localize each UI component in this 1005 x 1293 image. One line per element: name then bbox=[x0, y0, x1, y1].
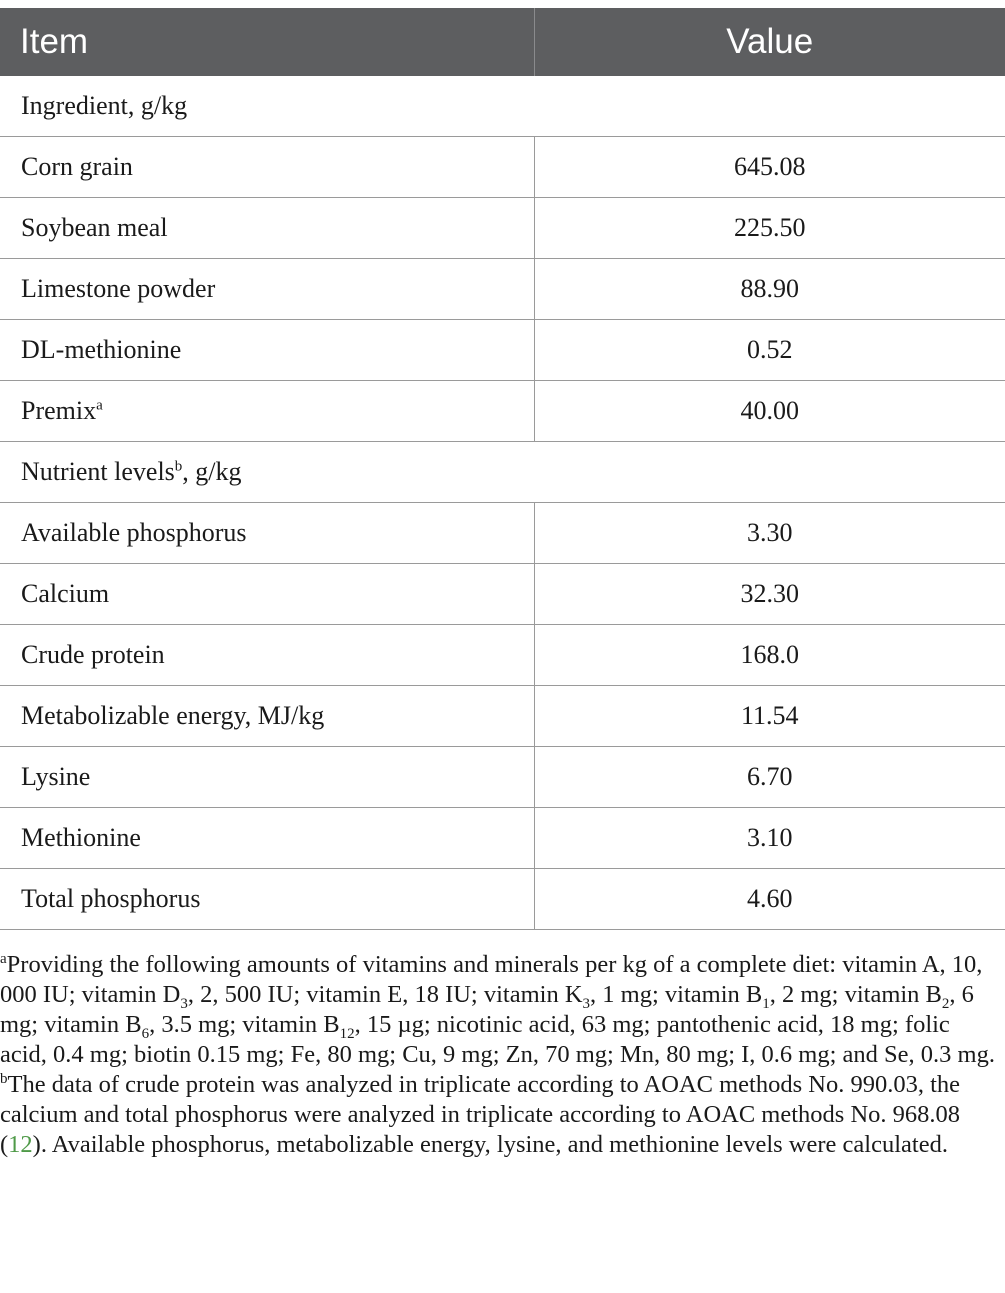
item-cell bbox=[0, 869, 534, 930]
table-row bbox=[0, 259, 1005, 320]
item-label: Soybean meal bbox=[21, 213, 168, 242]
value-cell: 6.70 bbox=[534, 747, 1005, 808]
item-cell bbox=[0, 259, 534, 320]
value-cell: 0.52 bbox=[534, 320, 1005, 381]
value-cell: 3.10 bbox=[534, 808, 1005, 869]
table-row bbox=[0, 320, 1005, 381]
section-row bbox=[0, 76, 1005, 137]
footnote-marker: a bbox=[96, 397, 103, 414]
section-label bbox=[0, 76, 1005, 137]
table-row bbox=[0, 564, 1005, 625]
subscript: 3 bbox=[582, 995, 591, 1012]
subscript: 12 bbox=[339, 1025, 355, 1042]
value-cell: 40.00 bbox=[534, 381, 1005, 442]
item-cell bbox=[0, 747, 534, 808]
value-cell: 168.0 bbox=[534, 625, 1005, 686]
table-row bbox=[0, 686, 1005, 747]
subscript: 6 bbox=[141, 1025, 150, 1042]
footnote-b bbox=[0, 1070, 1000, 1160]
item-cell bbox=[0, 808, 534, 869]
footnote-marker: b bbox=[174, 458, 183, 475]
value-cell: 11.54 bbox=[534, 686, 1005, 747]
column-header-value: Value bbox=[534, 8, 1005, 76]
item-label: Premix bbox=[21, 396, 97, 425]
item-label: DL-methionine bbox=[21, 335, 182, 364]
value-cell: 645.08 bbox=[534, 137, 1005, 198]
table-row bbox=[0, 503, 1005, 564]
item-label: Lysine bbox=[21, 762, 91, 791]
reference-link[interactable]: 12 bbox=[8, 1131, 33, 1158]
table-row bbox=[0, 381, 1005, 442]
item-cell bbox=[0, 564, 534, 625]
item-cell bbox=[0, 320, 534, 381]
value-cell: 3.30 bbox=[534, 503, 1005, 564]
section-label bbox=[0, 442, 1005, 503]
table-row bbox=[0, 625, 1005, 686]
table-footnotes bbox=[0, 950, 1000, 1160]
table-body bbox=[0, 76, 1005, 930]
item-cell bbox=[0, 137, 534, 198]
item-label: Corn grain bbox=[21, 152, 133, 181]
column-header-item: Item bbox=[0, 8, 534, 76]
item-cell bbox=[0, 686, 534, 747]
footnote-text: The data of crude protein was analyzed in triplicate according to AOAC methods No. 990.03, the calcium and total phosphorus were analyzed in triplicate according to AOAC methods No. 968.08 ( bbox=[0, 1071, 961, 1158]
item-cell bbox=[0, 625, 534, 686]
value-cell: 88.90 bbox=[534, 259, 1005, 320]
section-row bbox=[0, 442, 1005, 503]
table-row bbox=[0, 137, 1005, 198]
footnote-a bbox=[0, 950, 1000, 1070]
footnote-text: Providing the following amounts of vitamins and minerals per kg of a complete diet: vitamin A, 10, 000 IU; vitamin D bbox=[0, 951, 983, 1008]
value-cell: 225.50 bbox=[534, 198, 1005, 259]
section-label-text: Nutrient levels bbox=[21, 457, 175, 486]
diet-composition-table-wrapper bbox=[0, 8, 1005, 930]
footnote-text: , 2 mg; vitamin B bbox=[769, 981, 942, 1008]
value-cell: 4.60 bbox=[534, 869, 1005, 930]
footnote-text: , 3.5 mg; vitamin B bbox=[149, 1011, 340, 1038]
section-label-text: Ingredient, g/kg bbox=[21, 91, 188, 120]
item-label: Total phosphorus bbox=[21, 884, 201, 913]
footnote-text: , 6 mg; vitamin B bbox=[0, 981, 974, 1038]
item-label: Calcium bbox=[21, 579, 110, 608]
item-label: Methionine bbox=[21, 823, 141, 852]
table-row bbox=[0, 808, 1005, 869]
item-cell bbox=[0, 381, 534, 442]
item-label: Available phosphorus bbox=[21, 518, 247, 547]
subscript: 2 bbox=[941, 995, 950, 1012]
item-label: Crude protein bbox=[21, 640, 165, 669]
footnote-text: ). Available phosphorus, metabolizable energy, lysine, and methionine levels were calculated. bbox=[32, 1131, 948, 1158]
value-cell: 32.30 bbox=[534, 564, 1005, 625]
table-row bbox=[0, 747, 1005, 808]
diet-composition-table bbox=[0, 8, 1005, 930]
item-cell bbox=[0, 503, 534, 564]
table-row bbox=[0, 869, 1005, 930]
footnote-text: , 1 mg; vitamin B bbox=[590, 981, 763, 1008]
item-label: Limestone powder bbox=[21, 274, 216, 303]
item-cell bbox=[0, 198, 534, 259]
subscript: 3 bbox=[180, 995, 188, 1012]
table-row bbox=[0, 198, 1005, 259]
footnote-text: , 2, 500 IU; vitamin E, 18 IU; vitamin K bbox=[187, 981, 583, 1008]
section-label-suffix: , g/kg bbox=[182, 457, 242, 486]
subscript: 1 bbox=[762, 995, 770, 1012]
footnote-b-marker: b bbox=[0, 1070, 8, 1087]
footnote-a-marker: a bbox=[0, 950, 7, 967]
table-header-row bbox=[0, 8, 1005, 76]
item-label: Metabolizable energy, MJ/kg bbox=[21, 701, 325, 730]
footnote-text: , 15 µg; nicotinic acid, 63 mg; pantothenic acid, 18 mg; folic acid, 0.4 mg; biotin 0.15 mg; Fe, 80 mg; Cu, 9 mg; Zn, 70 mg; Mn, 80 mg; I, 0.6 mg; and Se, 0.3 mg. bbox=[0, 1011, 995, 1068]
